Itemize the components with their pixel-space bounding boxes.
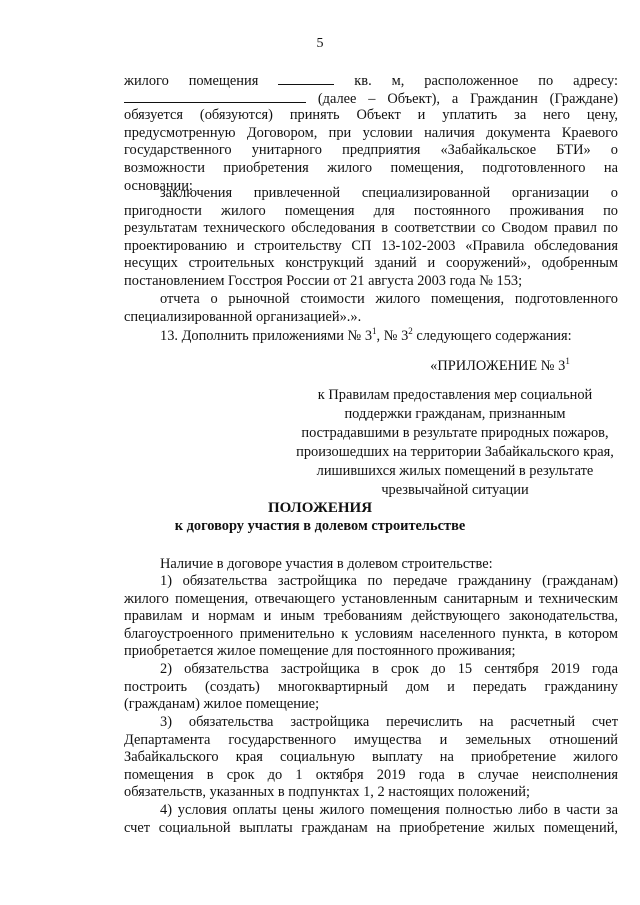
- blank-field: [278, 72, 334, 85]
- text-fragment: 13. Дополнить приложениями № 3: [160, 328, 373, 344]
- caption-line: чрезвычайной ситуации: [381, 482, 529, 498]
- text-line: пригодности жилого помещения для постоянного проживания по: [124, 202, 618, 219]
- text-line: постановлением Госстроя России от 21 августа 2003 года № 153;: [124, 272, 523, 289]
- text-line: результатам технического обследования в соответствии со Сводом правил по: [124, 220, 618, 237]
- text-line: предусмотренную Договором, при условии наличия документа Краевого: [124, 124, 618, 141]
- paragraph-top: [124, 72, 618, 195]
- text-line: 1) обязательства застройщика по передаче гражданину (гражданам): [160, 573, 618, 589]
- text-line: 3) обязательства застройщика перечислить на расчетный счет: [160, 714, 618, 730]
- paragraph-report: [124, 291, 618, 326]
- text-line: отчета о рыночной стоимости жилого помещения, подготовленного: [160, 291, 618, 307]
- text-line: основании:: [124, 177, 193, 194]
- paragraph-conclusion: [124, 185, 618, 291]
- text-line: 4) условия оплаты цены жилого помещения полностью либо в части за: [160, 802, 618, 818]
- text-line: Забайкальского края социальную выплату на приобретение жилого: [124, 749, 618, 766]
- caption-line: поддержки гражданам, признанным: [344, 406, 566, 422]
- text-line: несущих строительных конструкций зданий и сооружений», одобренным: [124, 255, 618, 272]
- appendix-title-text: «ПРИЛОЖЕНИЕ № 3: [430, 358, 566, 374]
- list-item-4: [124, 802, 618, 837]
- text-line: государственного унитарного предприятия «Забайкальское БТИ» о: [124, 142, 618, 159]
- superscript: 2: [408, 326, 413, 337]
- superscript: 1: [372, 326, 377, 337]
- caption-line: произошедших на территории Забайкальского края,: [296, 444, 614, 460]
- caption-line: пострадавшими в результате природных пожаров,: [301, 425, 609, 441]
- body-intro: [124, 556, 618, 574]
- page-number: 5: [316, 36, 324, 51]
- text-line: Департамента государственного имущества и земельных отношений: [124, 731, 618, 748]
- appendix-caption: [270, 386, 640, 500]
- text-line: специализированной организацией».».: [124, 308, 362, 325]
- text-line: помещения в срок до 1 октября 2019 года в случае неисполнения: [124, 766, 618, 783]
- text-line: заключения привлеченной специализированной организации о: [160, 185, 618, 201]
- list-item-1: [124, 573, 618, 661]
- text-line: [124, 90, 618, 108]
- caption-line: к Правилам предоставления мер социальной: [317, 387, 593, 403]
- text-fragment: следующего содержания:: [412, 328, 572, 344]
- text-line: обязательств, указанных в подпунктах 1, 2 настоящих положений;: [124, 784, 530, 801]
- text-line: проектированию и строительству СП 13-102-2003 «Правила обследования: [124, 237, 618, 254]
- caption-line: лишившихся жилых помещений в результате: [316, 463, 594, 479]
- text-line: построить (создать) многоквартирный дом и передать гражданину: [124, 678, 618, 695]
- text-line: счет социальной выплаты гражданам на приобретение жилых помещений,: [124, 819, 618, 836]
- text-fragment: жилого помещения: [124, 73, 259, 89]
- text-line: благоустроенного применительно к условиям населенного пункта, в котором: [124, 625, 618, 642]
- text-line: приобретается жилое помещение для постоянного проживания;: [124, 643, 516, 660]
- text-line: [124, 328, 618, 346]
- text-line: жилого помещения, отвечающего установленным санитарным и техническим: [124, 590, 618, 607]
- text-fragment: кв. м, расположенное по адресу:: [354, 73, 618, 89]
- blank-field: [124, 90, 306, 103]
- section-subtitle: к договору участия в долевом строительстве: [174, 518, 466, 534]
- text-line: (гражданам) жилое помещение;: [124, 696, 320, 713]
- section-title: ПОЛОЖЕНИЯ: [267, 500, 373, 516]
- text-line: [124, 72, 618, 90]
- text-line: 2) обязательства застройщика в срок до 15 сентября 2019 года: [160, 661, 618, 677]
- appendix-title: [380, 357, 620, 376]
- text-line: Наличие в договоре участия в долевом строительстве:: [160, 556, 493, 572]
- text-line: правилам и нормам и иным требованиям действующего законодательства,: [124, 608, 618, 625]
- text-line: обязуется (обязуются) принять Объект и уплатить за него цену,: [124, 107, 618, 124]
- list-item-2: [124, 661, 618, 714]
- superscript: 1: [565, 356, 570, 367]
- list-item-3: [124, 714, 618, 802]
- item-13: [124, 328, 618, 346]
- text-fragment: , № 3: [376, 328, 409, 344]
- text-line: возможности приобретения жилого помещения, подготовленного на: [124, 159, 618, 176]
- text-fragment: (далее – Объект), а Гражданин (Граждане): [317, 90, 618, 107]
